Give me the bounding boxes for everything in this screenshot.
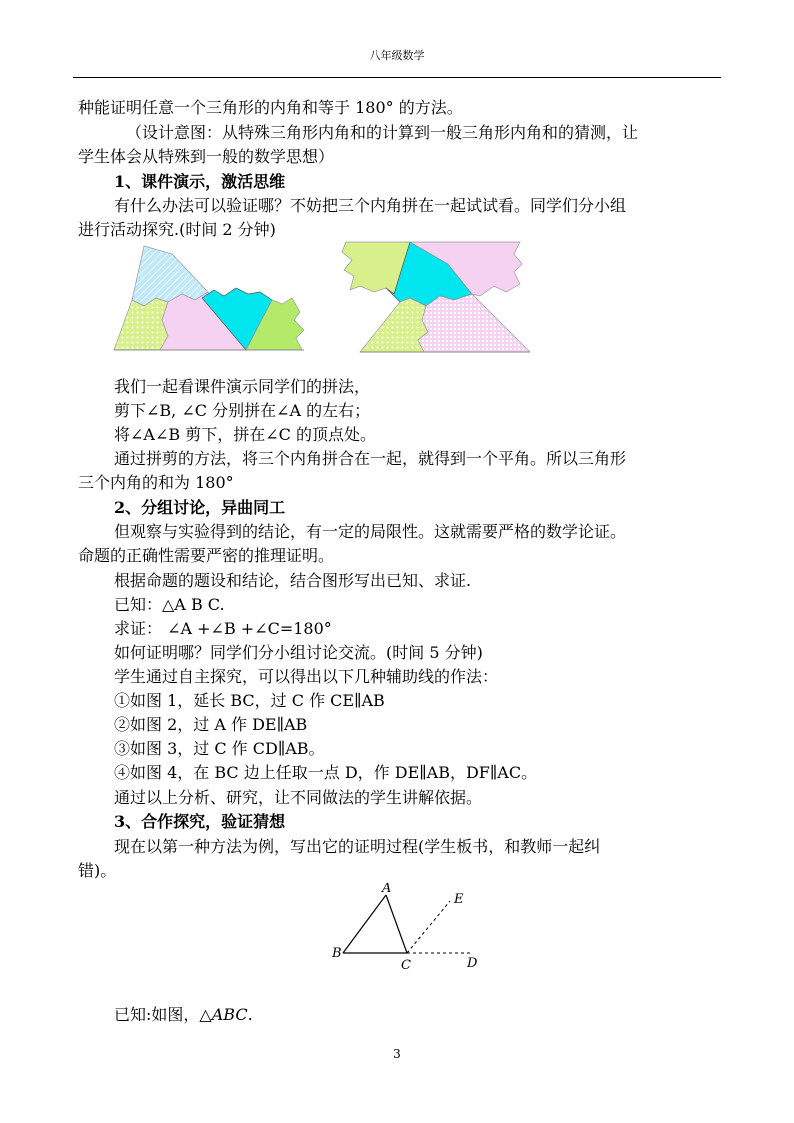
line-ce [407,901,450,953]
text-line: 现在以第一种方法为例，写出它的证明过程(学生板书，和教师一起纠 [114,837,601,856]
method-item-2: ②如图 2，过 A 作 DE∥AB [114,715,308,734]
text-line: 将∠A∠B 剪下，拼在∠C 的顶点处。 [114,425,376,444]
header-rule [73,77,721,78]
method-item-3: ③如图 3，过 C 作 CD∥AB。 [114,739,325,758]
section-heading-1: 1、课件演示，激活思维 [114,172,286,191]
text-line: 学生通过自主探究，可以得出以下几种辅助线的作法： [114,667,499,686]
text-line: （设计意图：从特殊三角形内角和的计算到一般三角形内角和的猜测，让 [126,123,639,142]
text-line: 有什么办法可以验证哪？不妨把三个内角拼在一起试试看。同学们分小组 [114,196,627,215]
triangle-abc-figure [326,883,486,973]
given-abc-line [114,1004,253,1026]
puzzle-piece [360,298,428,352]
side-ab [343,895,386,953]
text-line: 如何证明哪？同学们分小组讨论交流。(时间 5 分钟) [114,643,483,662]
page-number: 3 [393,1047,401,1061]
puzzle-piece [418,294,530,352]
method-item-4: ④如图 4，在 BC 边上任取一点 D，作 DE∥AB，DF∥AC。 [114,763,538,782]
text-line: 进行活动探究.(时间 2 分钟) [78,220,276,239]
text-line: 种能证明任意一个三角形的内角和等于 180° 的方法。 [78,98,463,117]
text-line: 剪下∠B, ∠C 分别拼在∠A 的左右； [114,401,371,420]
text-line: 错)。 [78,861,117,880]
angle-puzzle-figure [110,240,535,356]
text-line: 但观察与实验得到的结论，有一定的局限性。这就需要严格的数学论证。 [114,522,627,541]
given-line: 已知：△A B C. [114,595,225,614]
label-c: C [401,958,411,973]
section-heading-2: 2、分组讨论，异曲同工 [114,498,286,517]
given-prefix: 已知:如图，△ [114,1005,212,1024]
text-line: 三个内角的和为 180° [78,473,234,492]
given-suffix: . [247,1005,253,1024]
text-line: 通过拼剪的方法，将三个内角拼合在一起，就得到一个平角。所以三角形 [114,449,627,468]
side-ac [386,895,407,953]
label-d: D [467,956,478,971]
label-a: A [382,883,392,896]
text-line: 通过以上分析、研究，让不同做法的学生讲解依据。 [114,788,483,807]
section-heading-3: 3、合作探究，验证猜想 [114,812,286,831]
text-line: 根据命题的题设和结论，结合图形写出已知、求证. [114,571,472,590]
text-line: 我们一起看课件演示同学们的拼法， [114,377,371,396]
label-e: E [454,892,464,907]
text-line: 学生体会从特殊到一般的数学思想） [78,147,335,166]
triangle-name: ABC [211,1005,248,1024]
puzzle-piece [114,298,168,350]
puzzle-piece [132,246,208,306]
prove-line: 求证： ∠A +∠B +∠C=180° [114,619,332,638]
page-header: 八年级数学 [369,49,425,62]
label-b: B [332,946,342,961]
text-line: 命题的正确性需要严密的推理证明。 [78,546,335,565]
method-item-1: ①如图 1，延长 BC，过 C 作 CE∥AB [114,691,385,710]
